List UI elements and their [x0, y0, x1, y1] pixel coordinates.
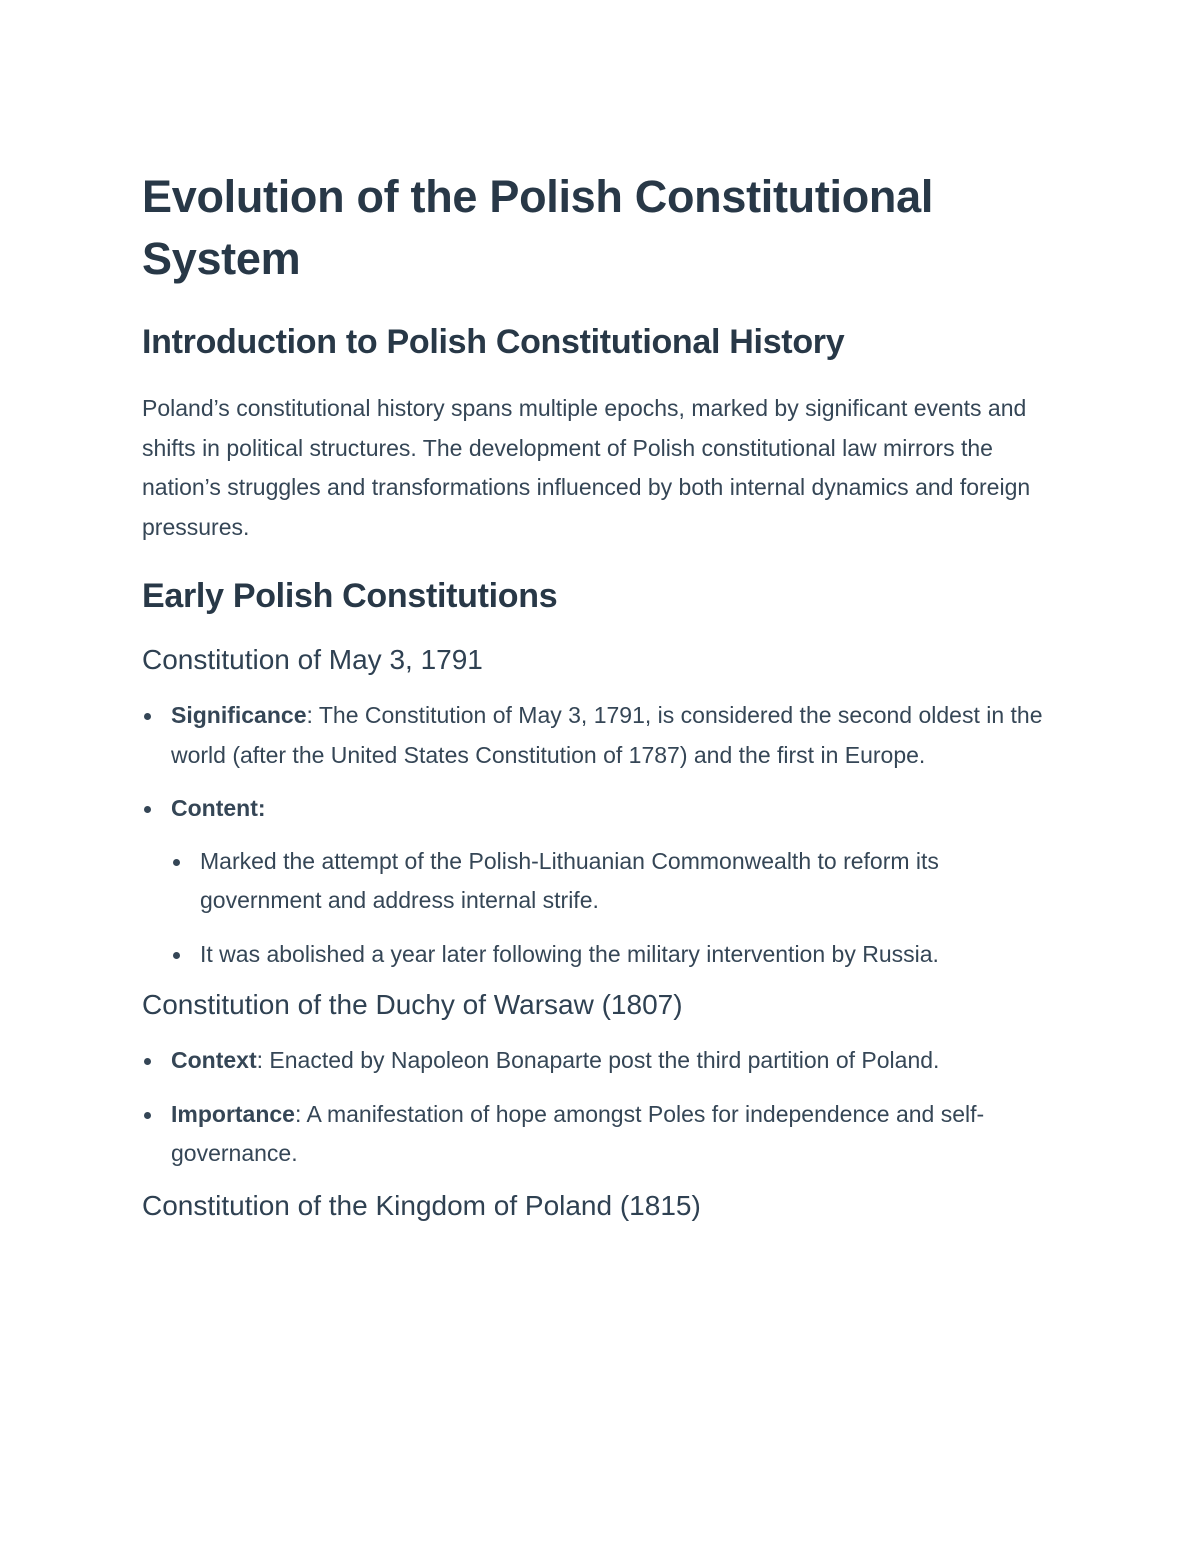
content-label: Content: [171, 795, 258, 821]
bullet-icon: [144, 806, 151, 813]
content-sublist: [171, 842, 1062, 975]
list-item-importance: [142, 1095, 1062, 1174]
subsection-heading-may-1791: Constitution of May 3, 1791: [142, 644, 483, 675]
section-heading-early-constitutions: Early Polish Constitutions: [142, 577, 558, 615]
bullet-icon: [173, 859, 180, 866]
bullet-icon: [173, 952, 180, 959]
list-item-context: [142, 1041, 1062, 1081]
sublist-item-abolished: [171, 935, 1062, 975]
bullet-icon: [144, 1058, 151, 1065]
list-item-significance: [142, 696, 1062, 775]
sublist-item-text: Marked the attempt of the Polish-Lithuanian Commonwealth to reform its government and address internal strife.: [200, 847, 939, 913]
sublist-item-reform: [171, 842, 1062, 921]
subsection-heading-kingdom-of-poland: Constitution of the Kingdom of Poland (1815): [142, 1189, 701, 1221]
importance-label: Importance: [171, 1100, 295, 1127]
bullet-icon: [144, 1112, 151, 1119]
significance-text: : The Constitution of May 3, 1791, is considered the second oldest in the world (after the United States Constitution of 1787) and the first in Europe.: [171, 702, 1043, 768]
may-1791-list: [142, 696, 1062, 974]
subsection-heading-duchy-of-warsaw: Constitution of the Duchy of Warsaw (1807): [142, 989, 683, 1020]
content-colon: :: [257, 795, 266, 821]
context-text: : Enacted by Napoleon Bonaparte post the third partition of Poland.: [256, 1047, 940, 1073]
intro-paragraph: Poland’s constitutional history spans multiple epochs, marked by significant events and shifts in political structures. The development of Polish constitutional law mirrors the nation’s struggles and transformations influenced by both internal dynamics and foreign pressures.: [142, 395, 1031, 540]
sublist-item-text: It was abolished a year later following the military intervention by Russia.: [200, 940, 939, 967]
importance-text: : A manifestation of hope amongst Poles for independence and self-governance.: [171, 1100, 985, 1166]
document-page: [142, 166, 1062, 1225]
page-title: Evolution of the Polish Constitutional System: [142, 171, 934, 284]
section-heading-introduction: Introduction to Polish Constitutional History: [142, 323, 845, 361]
list-item-content: [142, 789, 1062, 974]
significance-label: Significance: [171, 702, 307, 728]
context-label: Context: [171, 1047, 257, 1073]
bullet-icon: [144, 713, 151, 720]
duchy-list: [142, 1041, 1062, 1174]
